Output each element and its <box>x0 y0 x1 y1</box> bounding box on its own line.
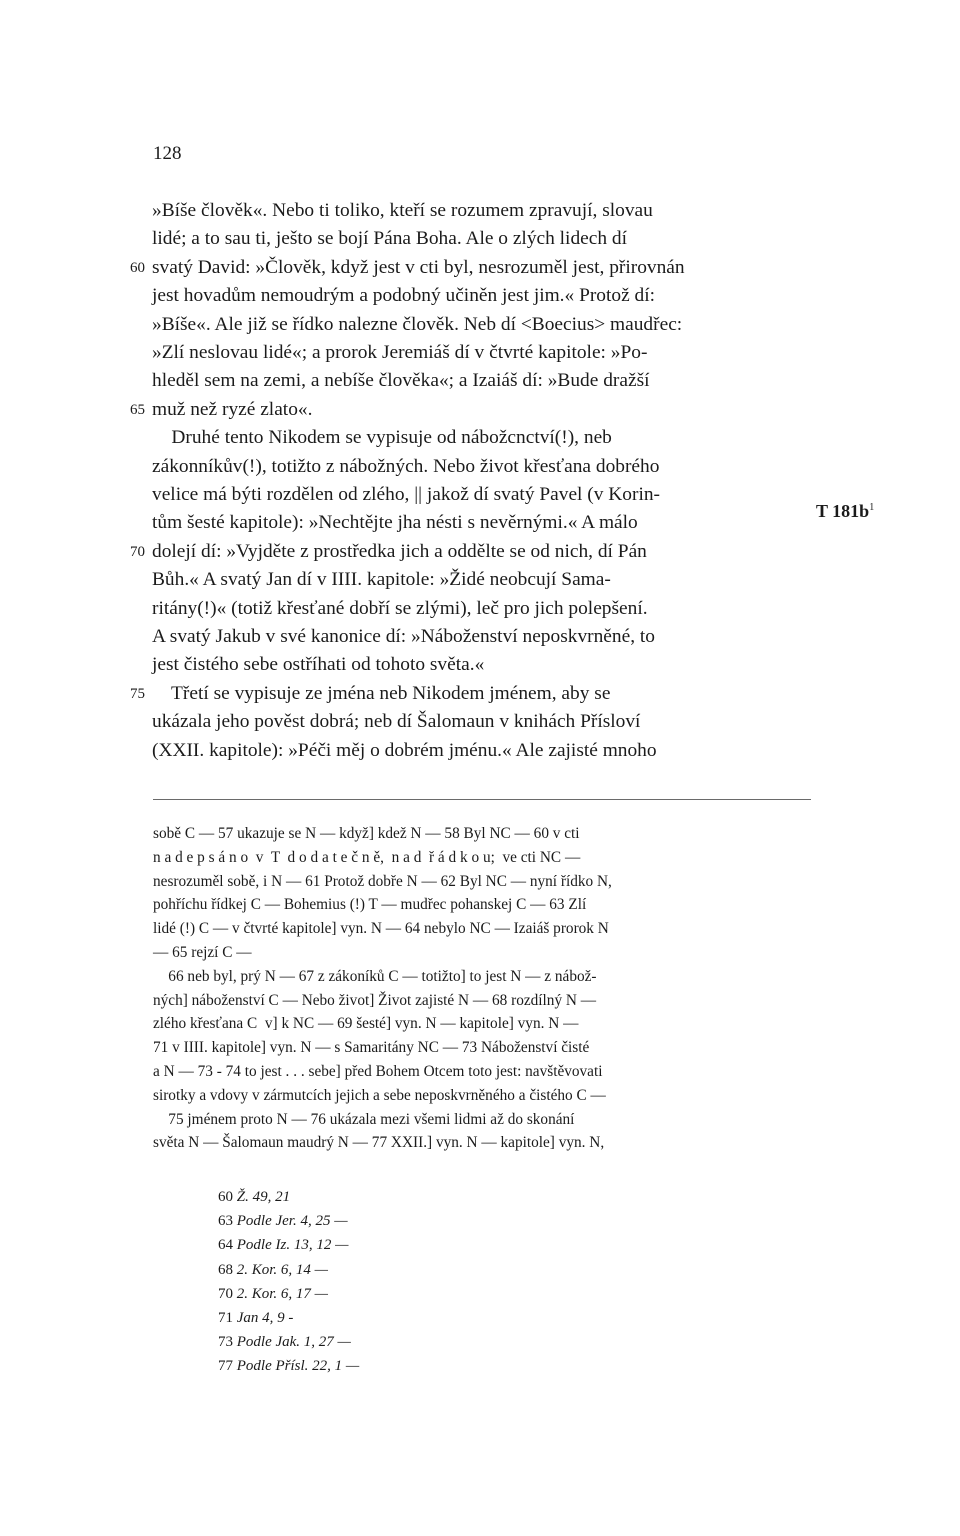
apparatus-line: — 65 rejzí C — <box>153 944 252 961</box>
citation-reference: Podle Přísl. 22, 1 — <box>236 1358 360 1375</box>
apparatus-line: světa N — Šalomaun maudrý N — 77 XXII.] vyn. N — kapitole] vyn. N, <box>153 1134 605 1152</box>
apparatus-line: 66 neb byl, prý N — 67 z zákoníků C — totižto] to jest N — z nábož- <box>153 967 597 985</box>
citation-reference: Podle Jak. 1, 27 — <box>236 1334 351 1351</box>
text-line: lidé; a to sau ti, ješto se bojí Pána Boha. Ale o zlých lidech dí <box>152 228 627 250</box>
text-line: velice má býti rozdělen od zlého, || jakož dí svatý Pavel (v Korin- <box>152 484 660 505</box>
text-line: tům šesté kapitole): »Nechtějte jha nésti s nevěrnými.« A málo <box>152 512 638 534</box>
text-line: A svatý Jakub v své kanonice dí: »Náboženství neposkvrněné, to <box>152 626 655 647</box>
text-line: »Bíše«. Ale již se řídko nalezne člověk. Neb dí <Boecius> maudřec: <box>152 313 683 335</box>
citation-line-number: 60 <box>218 1189 233 1205</box>
citation-line <box>218 1354 359 1378</box>
citation-line <box>218 1185 290 1209</box>
text-line: Bůh.« A svatý Jan dí v IIII. kapitole: »Židé neobcují Sama- <box>152 569 611 591</box>
apparatus-line: zlého křesťana C v] k NC — 69 šesté] vyn. N — kapitole] vyn. N — <box>153 1015 579 1033</box>
apparatus-line: 75 jménem proto N — 76 ukázala mezi všemi lidmi až do skonání <box>153 1110 575 1128</box>
text-line: svatý David: »Člověk, když jest v cti byl, nesrozuměl jest, přirovnán <box>152 256 685 278</box>
text-line: jest hovadům nemoudrým a podobný učiněn jest jim.« Protož dí: <box>152 285 656 307</box>
citation-reference: Jan 4, 9 - <box>236 1310 294 1326</box>
text-line: zákonníkův(!), totižto z nábožných. Nebo život křesťana dobrého <box>152 455 660 477</box>
citation-line <box>218 1258 328 1282</box>
text-line: hleděl sem na zemi, a nebíše člověka«; a Izaiáš dí: »Bude dražší <box>152 370 650 392</box>
page-number: 128 <box>153 143 182 164</box>
apparatus-line: lidé (!) C — v čtvrté kapitole] vyn. N — 64 nebylo NC — Izaiáš prorok N <box>153 920 609 938</box>
apparatus-line: sirotky a vdovy v zármutcích jejich a sebe neposkvrněného a čistého C — <box>153 1086 606 1104</box>
citation-reference: Podle Jer. 4, 25 — <box>236 1213 348 1230</box>
citation-line-number: 63 <box>218 1213 233 1230</box>
apparatus-line: 71 v IIII. kapitole] vyn. N — s Samaritány NC — 73 Náboženství čisté <box>153 1039 590 1057</box>
citation-line-number: 68 <box>218 1261 233 1278</box>
apparatus-line: nesrozuměl sobě, i N — 61 Protož dobře N — 62 Byl NC — nyní řídko N, <box>153 872 612 890</box>
text-line: muž než ryzé zlato«. <box>152 398 313 420</box>
citation-reference: Podle Iz. 13, 12 — <box>236 1237 349 1254</box>
citation-line <box>218 1306 293 1330</box>
citation-line <box>218 1233 348 1257</box>
text-line: ritány(!)« (totiž křesťané dobří se zlými), leč pro jich polepšení. <box>152 597 648 619</box>
margin-reference-text: T 181b <box>816 501 870 521</box>
text-line: (XXII. kapitole): »Péči měj o dobrém jménu.« Ale zajisté mnoho <box>152 739 657 761</box>
text-line: »Bíše člověk«. Nebo ti toliko, kteří se rozumem zpravují, slovau <box>152 200 653 221</box>
text-line: dolejí dí: »Vyjděte z prostředka jich a oddělte se od nich, dí Pán <box>152 540 647 562</box>
citation-reference: Ž. 49, 21 <box>236 1189 291 1205</box>
margin-reference <box>816 494 874 525</box>
citation-line-number: 64 <box>218 1237 233 1254</box>
citation-line <box>218 1209 348 1233</box>
apparatus-line: sobě C — 57 ukazuje se N — když] kdež N — 58 Byl NC — 60 v cti <box>153 825 580 842</box>
citation-line-number: 70 <box>218 1285 233 1302</box>
apparatus-line: n a d e p s á n o v T d o d a t e č n ě, n a d ř á d k o u; ve cti NC — <box>153 848 581 866</box>
text-line: Třetí se vypisuje ze jména neb Nikodem jménem, aby se <box>152 682 611 704</box>
apparatus-line: ných] náboženství C — Nebo život] Život zajisté N — 68 rozdílný N — <box>153 991 597 1009</box>
line-number: 75 <box>130 685 145 702</box>
apparatus-line: pohříchu řídkej C — Bohemius (!) T — mudřec pohanskej C — 63 Zlí <box>153 896 587 914</box>
citation-line-number: 73 <box>218 1334 233 1351</box>
text-line: »Zlí neslovau lidé«; a prorok Jeremiáš dí v čtvrté kapitole: »Po- <box>152 342 648 363</box>
line-number: 60 <box>130 259 145 276</box>
citation-reference: 2. Kor. 6, 14 — <box>236 1261 329 1278</box>
citation-line <box>218 1282 328 1306</box>
line-number: 70 <box>130 543 145 560</box>
citation-reference: 2. Kor. 6, 17 — <box>236 1285 329 1302</box>
apparatus-line: a N — 73 - 74 to jest . . . sebe] před Bohem Otcem toto jest: navštěvovati <box>153 1063 603 1080</box>
line-number: 65 <box>130 401 145 418</box>
text-line: jest čistého sebe ostříhati od tohoto světa.« <box>152 654 485 676</box>
footnote-divider <box>153 799 811 800</box>
text-line: Druhé tento Nikodem se vypisuje od nábožcnctví(!), neb <box>152 427 612 449</box>
text-line: ukázala jeho pověst dobrá; neb dí Šalomaun v knihách Přísloví <box>152 711 641 733</box>
citation-line <box>218 1330 351 1354</box>
citation-line-number: 71 <box>218 1310 233 1326</box>
margin-reference-sup: 1 <box>869 502 875 513</box>
citation-line-number: 77 <box>218 1358 233 1375</box>
